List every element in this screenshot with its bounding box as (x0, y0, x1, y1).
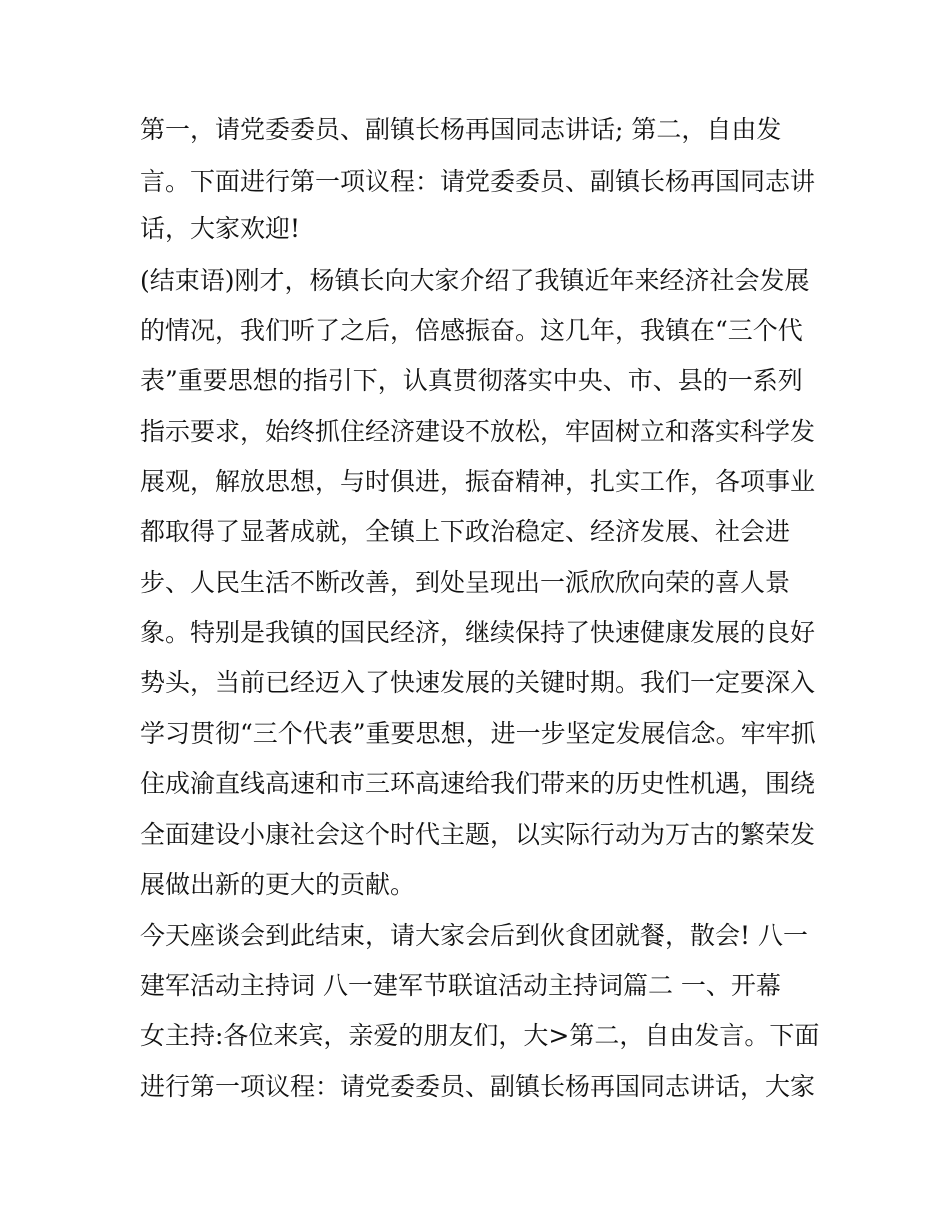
text-line-6: 表”重要思想的指引下，认真贯彻落实中央、市、县的一系列 (140, 366, 803, 395)
text-line-3: 话，大家欢迎! (140, 214, 301, 243)
text-line-19: 女主持:各位来宾，亲爱的朋友们，大>第二，自由发言。下面 (140, 1021, 820, 1050)
text-line-13: 学习贯彻“三个代表”重要思想，进一步坚定发展信念。牢牢抓 (140, 719, 816, 748)
text-line-12: 势头，当前已经迈入了快速发展的关键时期。我们一定要深入 (140, 668, 816, 697)
text-line-1: 第一，请党委委员、副镇长杨再国同志讲话; 第二，自由发 (140, 115, 782, 144)
text-line-20: 进行第一项议程：请党委委员、副镇长杨再国同志讲话，大家 (140, 1072, 816, 1101)
text-line-15: 全面建设小康社会这个时代主题，以实际行动为万古的繁荣发 (140, 820, 816, 849)
text-line-9: 都取得了显著成就，全镇上下政治稳定、经济发展、社会进 (140, 517, 791, 546)
text-line-4: (结束语)刚才，杨镇长向大家介绍了我镇近年来经济社会发展 (140, 266, 810, 295)
text-line-5: 的情况，我们听了之后，倍感振奋。这几年，我镇在“三个代 (140, 316, 803, 345)
text-line-16: 展做出新的更大的贡献。 (140, 870, 416, 899)
text-line-8: 展观，解放思想，与时俱进，振奋精神，扎实工作，各项事业 (140, 467, 816, 496)
text-line-10: 步、人民生活不断改善，到处呈现出一派欣欣向荣的喜人景 (140, 568, 791, 597)
text-line-17: 今天座谈会到此结束，请大家会后到伙食团就餐，散会! 八一 (140, 921, 808, 950)
text-line-7: 指示要求，始终抓住经济建设不放松，牢固树立和落实科学发 (140, 417, 816, 446)
text-line-2: 言。下面进行第一项议程：请党委委员、副镇长杨再国同志讲 (140, 167, 816, 196)
text-line-14: 住成渝直线高速和市三环高速给我们带来的历史性机遇，围绕 (140, 769, 816, 798)
text-line-18: 建军活动主持词 八一建军节联谊活动主持词篇二 一、开幕 (140, 971, 781, 1000)
text-line-11: 象。特别是我镇的国民经济，继续保持了快速健康发展的良好 (140, 618, 816, 647)
